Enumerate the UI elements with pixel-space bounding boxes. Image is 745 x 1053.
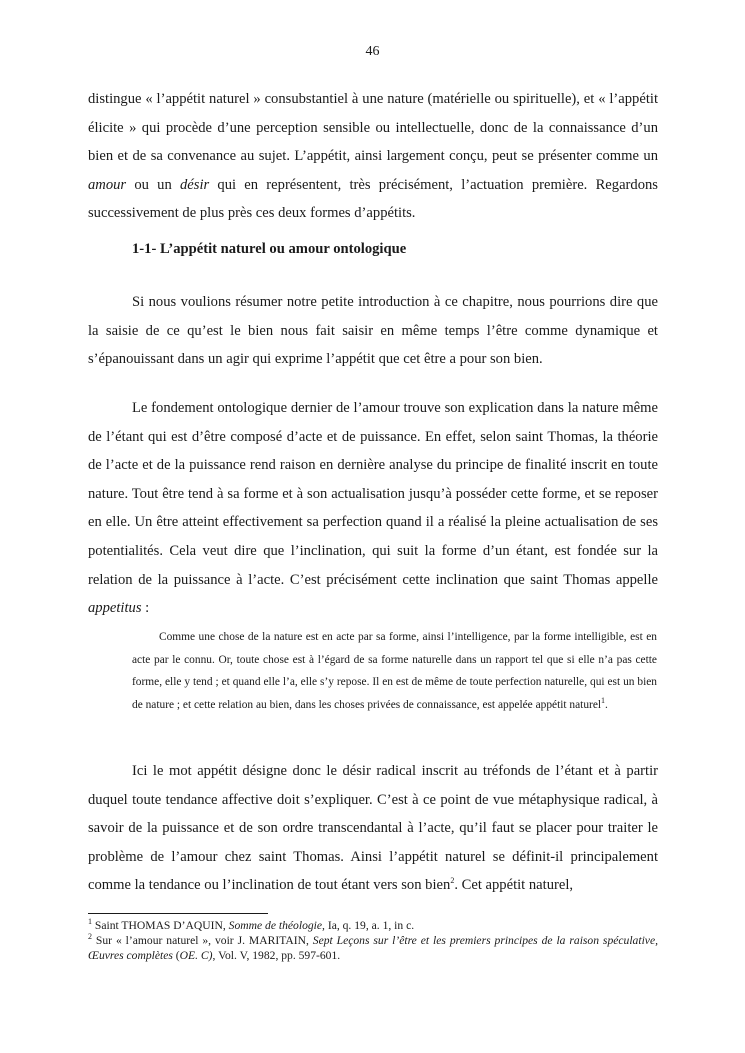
footnote-title: Sept Leçons sur l’être et les premiers principes de la raison spéculative, Œuvres complètes — [88, 934, 658, 963]
paragraph-text: qui en représentent, très précisément, l’actuation première. Regardons successivement de plus près ces deux formes d’appétits. — [88, 176, 658, 222]
paragraph-intro — [88, 85, 658, 228]
section-heading: 1-1- L’appétit naturel ou amour ontologique — [132, 241, 407, 257]
quote-end: . — [605, 699, 608, 712]
paragraph-ontological — [88, 394, 658, 623]
footnote-text: Saint THOMAS D’AQUIN, — [94, 919, 229, 932]
footnote-2 — [88, 933, 658, 963]
footnote-number: 1 — [88, 917, 92, 927]
emphasis-amour: amour — [88, 176, 127, 193]
paragraph-text: Ici le mot appétit désigne donc le désir radical inscrit au tréfonds de l’étant et à partir duquel toute tendance affective doit s’expliquer. C’est à ce point de vue métaphysique radical, à savoir de la puissance et de son ordre transcendantal à l’acte, qu’il faut se placer pour traiter le problème de l’amour chez saint Thomas. Ainsi l’appétit naturel se définit-il principalement comme la tendance ou l’inclination de tout étant vers son bien — [88, 763, 658, 894]
block-quote — [132, 626, 657, 717]
footnote-1 — [88, 918, 658, 933]
paragraph-summary: Si nous voulions résumer notre petite introduction à ce chapitre, nous pourrions dire que la saisie de ce qu’est le bien nous fait saisir en même temps l’être comme dynamique et s’épanouissant dans un agir qui exprime l’appétit que cet être a pour son bien. — [88, 294, 658, 368]
paragraph-text: : — [141, 600, 150, 617]
paragraph-appetite — [88, 757, 658, 900]
quote-text: Comme une chose de la nature est en acte par sa forme, ainsi l’intelligence, par la forme intelligible, est en acte par le connu. Or, toute chose est à l’égard de sa forme naturelle dans un rapport tel que si elle n’a pas cette forme, elle y tend ; et quand elle l’a, elle s’y repose. Il en est de même de toute perfection naturelle, qui est un bien de nature ; et cette relation au bien, dans les choses privées de connaissance, est appelée appétit naturel — [132, 631, 657, 712]
footnote-number: 2 — [88, 932, 92, 942]
paragraph-text: ou un — [126, 176, 180, 193]
footnote-title: Somme de théologie, — [228, 919, 325, 932]
footnote-ref-1: 1 — [601, 696, 606, 706]
footnote-ref-2: 2 — [450, 876, 455, 886]
page-number: 46 — [365, 44, 380, 59]
paragraph-text: . Cet appétit naturel, — [454, 877, 574, 894]
paragraph-text: Le fondement ontologique dernier de l’amour trouve son explication dans la nature même de l’étant qui est d’être composé d’acte et de puissance. En effet, selon saint Thomas, la théorie de l’acte et de la puissance rend raison en dernière analyse du principe de finalité inscrit en toute nature. Tout être tend à sa forme et à son actualisation jusqu’à posséder cette forme, et se reposer en elle. Un être atteint effectivement sa perfection quand il a réalisé la pleine actualisation de ses potentialités. Cela veut dire que l’inclination, qui suit la forme d’un étant, est fondée sur la relation de la puissance à l’acte. C’est précisément cette inclination que saint Thomas appelle — [88, 400, 658, 588]
footnote-text: Sur « l’amour naturel », voir J. MARITAIN, — [95, 934, 313, 948]
footnote-text: Ia, q. 19, a. 1, in c. — [324, 919, 415, 932]
footnotes — [88, 918, 658, 964]
footnote-abbrev: OE. C) — [179, 949, 213, 963]
footnote-text: ( — [172, 949, 180, 963]
quote-body — [132, 626, 657, 717]
paragraph-text: distingue « l’appétit naturel » consubstantiel à une nature (matérielle ou spirituelle), et « l’appétit élicite » qui procède d’une perception sensible ou intellectuelle, donc de la connaissance d’un bien et de sa convenance au sujet. L’appétit, ainsi largement conçu, peut se présenter comme un — [88, 91, 658, 165]
footnote-separator — [88, 913, 268, 914]
footnote-text: , Vol. V, 1982, pp. 597-601. — [212, 949, 341, 963]
emphasis-appetitus: appetitus — [88, 600, 142, 617]
emphasis-desir: désir — [180, 176, 210, 193]
